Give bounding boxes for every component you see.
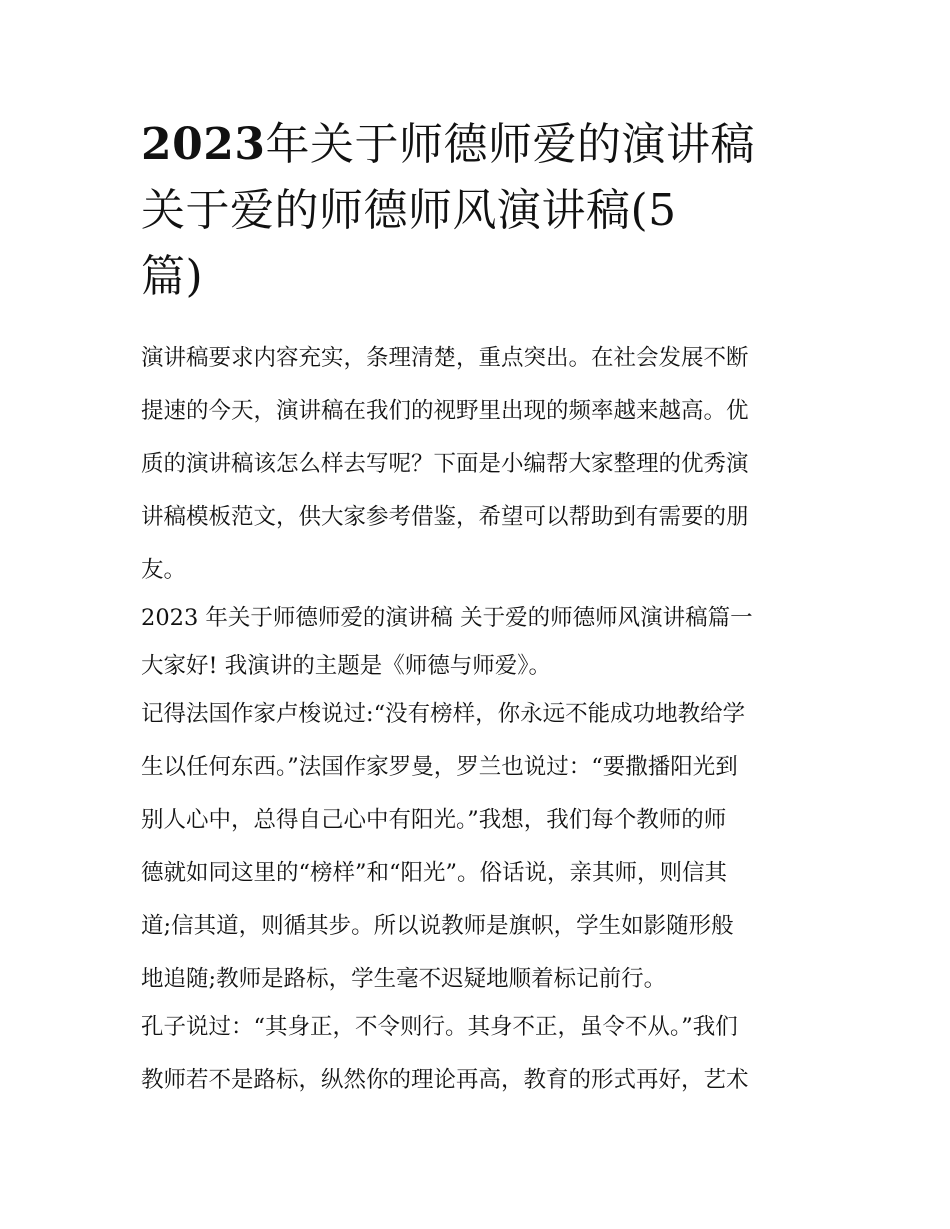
paragraph-intro	[141, 332, 821, 597]
title-text: 年关于师德师爱的演讲稿	[265, 119, 755, 170]
document-body	[141, 332, 821, 1107]
title-line	[141, 112, 821, 178]
text-line: 记得法国作家卢梭说过:“没有榜样，你永远不能成功地教给学	[141, 701, 746, 727]
text-line: 演讲稿要求内容充实，条理清楚，重点突出。在社会发展不断	[141, 345, 749, 371]
text-line: 教师若不是路标，纵然你的理论再高，教育的形式再好，艺术	[141, 1067, 749, 1093]
text-line: 地追随;教师是路标，学生毫不迟疑地顺着标记前行。	[141, 966, 667, 992]
text-line: 孔子说过：“其身正，不令则行。其身不正，虽令不从。”我们	[141, 1014, 738, 1040]
text-line: 提速的今天，演讲稿在我们的视野里出现的频率越来越高。优	[141, 398, 749, 424]
document-page	[141, 112, 821, 1107]
text-line: 讲稿模板范文，供大家参考借鉴，希望可以帮助到有需要的朋	[141, 504, 749, 530]
text-line: 大家好! 我演讲的主题是《师德与师爱》。	[141, 653, 551, 679]
title-text: 篇)	[141, 251, 204, 302]
title-text: 关于爱的师德师风演讲稿(5	[141, 185, 677, 236]
text-line: 质的演讲稿该怎么样去写呢？下面是小编帮大家整理的优秀演	[141, 451, 749, 477]
paragraph-greeting	[141, 640, 821, 693]
paragraph-rousseau	[141, 688, 821, 1006]
title-line	[141, 178, 821, 244]
title-line	[141, 244, 821, 310]
text-line: 别人心中，总得自己心中有阳光。”我想，我们每个教师的师	[141, 807, 727, 833]
text-line: 生以任何东西。”法国作家罗曼，罗兰也说过：“要撒播阳光到	[141, 754, 738, 780]
title-year: 2023	[141, 119, 266, 170]
document-title	[141, 112, 821, 310]
text-line: 2023 年关于师德师爱的演讲稿 关于爱的师德师风演讲稿篇一	[141, 605, 753, 631]
text-line: 友。	[141, 557, 187, 583]
paragraph-confucius	[141, 1001, 821, 1107]
text-line: 道;信其道，则循其步。所以说教师是旗帜，学生如影随形般	[141, 913, 734, 939]
text-line: 德就如同这里的“榜样”和“阳光”。俗话说，亲其师，则信其	[141, 860, 728, 886]
paragraph-section-heading	[141, 592, 821, 645]
